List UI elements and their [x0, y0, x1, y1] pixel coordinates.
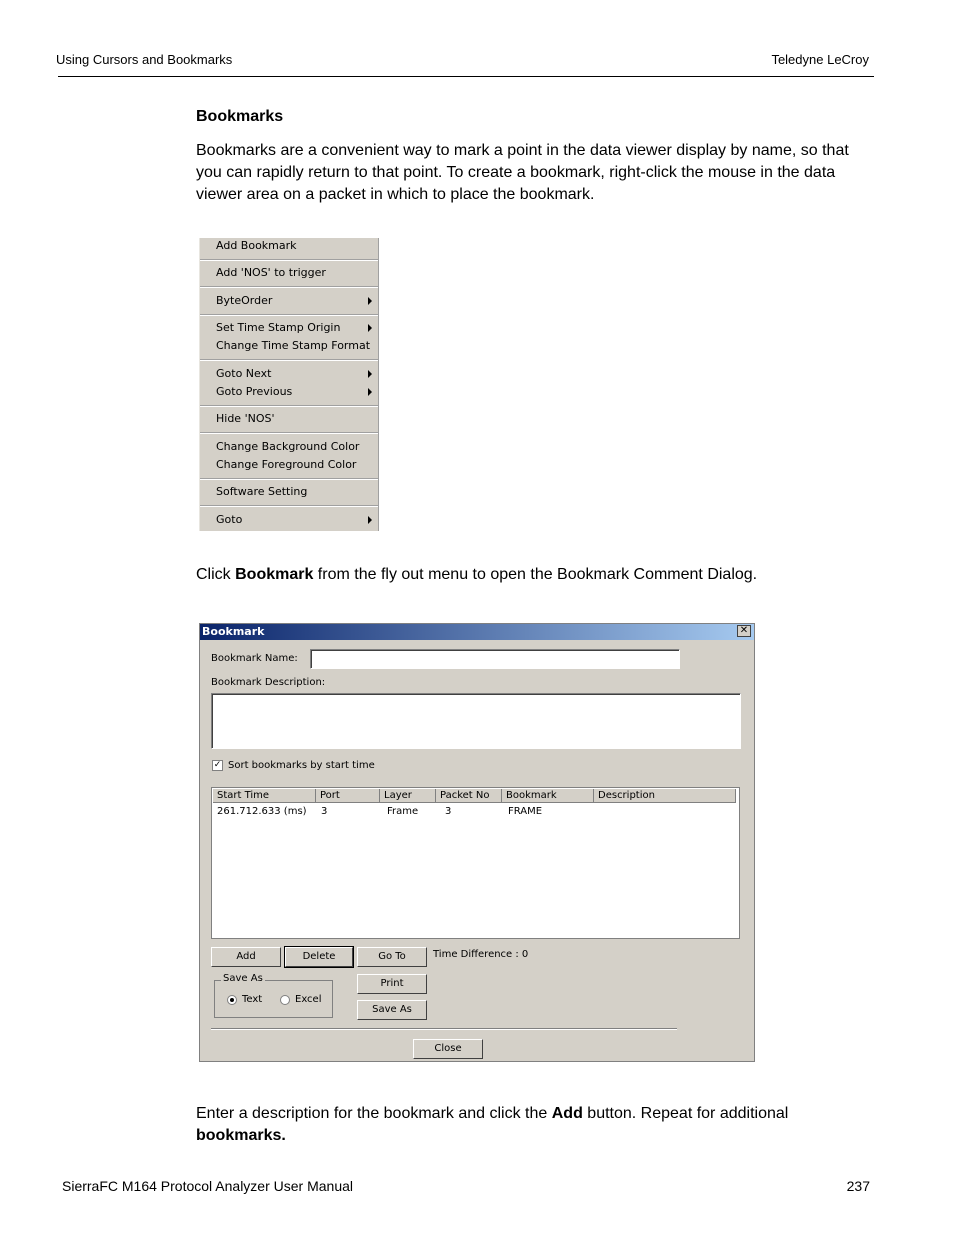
sort-checkbox-label: Sort bookmarks by start time — [228, 760, 375, 771]
add-button[interactable]: Add — [211, 947, 281, 967]
time-difference-label: Time Difference : 0 — [433, 949, 529, 960]
menu-separator — [200, 505, 378, 507]
menu-separator — [200, 359, 378, 361]
menu-separator — [200, 314, 378, 316]
excel-radio-label: Excel — [295, 994, 322, 1005]
footer-title: SierraFC M164 Protocol Analyzer User Manual — [62, 1178, 354, 1194]
menu-item-change-background-color[interactable]: Change Background Color — [216, 440, 360, 453]
menu-item-change-time-stamp-format[interactable]: Change Time Stamp Format — [216, 339, 371, 352]
dialog-title-bar — [200, 624, 754, 640]
running-header-left: Using Cursors and Bookmarks — [56, 52, 233, 67]
go-to-button[interactable]: Go To — [357, 947, 427, 967]
sort-checkbox[interactable]: ✓ — [213, 760, 222, 770]
bookmark-list[interactable] — [211, 787, 740, 939]
menu-separator — [200, 478, 378, 480]
click-instruction: Click Bookmark from the fly out menu to open the Bookmark Comment Dialog. — [196, 566, 758, 583]
table-cell-start-time[interactable]: 261.712.633 (ms) — [217, 806, 307, 817]
column-header-start-time[interactable]: Start Time — [213, 789, 316, 803]
intro-paragraph: Bookmarks are a convenient way to mark a point in the data viewer display by name, so that you can rapidly return to that point. To create a bookmark, right-click the mouse in the data viewer area on a packet in which to place the bookmark. — [196, 142, 849, 203]
text-radio-label: Text — [242, 994, 263, 1005]
header-rule — [58, 76, 874, 77]
close-icon[interactable]: ✕ — [737, 625, 751, 637]
column-header-port[interactable]: Port — [316, 789, 380, 803]
dialog-title: Bookmark — [202, 625, 265, 638]
table-cell-bookmark[interactable]: FRAME — [508, 806, 543, 817]
menu-item-set-time-stamp-origin[interactable]: Set Time Stamp Origin — [216, 320, 372, 336]
menu-item-goto-next[interactable]: Goto Next — [216, 366, 372, 382]
submenu-arrow-icon — [368, 297, 372, 305]
submenu-arrow-icon — [368, 370, 372, 378]
menu-item-hide-nos[interactable]: Hide 'NOS' — [216, 412, 275, 425]
submenu-arrow-icon — [368, 388, 372, 396]
column-header-bookmark[interactable]: Bookmark — [502, 789, 594, 803]
menu-separator — [200, 286, 378, 288]
menu-separator — [200, 405, 378, 407]
submenu-arrow-icon — [368, 324, 372, 332]
menu-item-byteorder[interactable]: ByteOrder — [216, 293, 372, 309]
close-button[interactable]: Close — [413, 1039, 483, 1059]
bottom-instruction: Enter a description for the bookmark and click the Add button. Repeat for additional bookmarks. — [196, 1105, 789, 1144]
page-number: 237 — [846, 1178, 870, 1194]
excel-radio[interactable] — [280, 995, 290, 1005]
section-title: Bookmarks — [196, 108, 284, 125]
bookmark-dialog — [199, 623, 755, 1062]
running-header-right: Teledyne LeCroy — [771, 52, 869, 67]
save-as-group-label: Save As — [223, 973, 263, 984]
menu-item-goto-previous[interactable]: Goto Previous — [216, 384, 372, 400]
bookmark-description-label: Bookmark Description: — [211, 677, 326, 688]
column-header-packet-no[interactable]: Packet No — [436, 789, 502, 803]
text-radio[interactable] — [227, 995, 237, 1005]
table-cell-packet-no[interactable]: 3 — [445, 806, 452, 817]
bookmark-name-label: Bookmark Name: — [211, 653, 298, 664]
menu-item-add-nos-trigger[interactable]: Add 'NOS' to trigger — [216, 266, 326, 279]
menu-item-software-setting[interactable]: Software Setting — [216, 485, 308, 498]
dialog-divider — [211, 1028, 677, 1030]
table-cell-port[interactable]: 3 — [321, 806, 328, 817]
menu-item-add-bookmark[interactable]: Add Bookmark — [216, 239, 297, 252]
print-button[interactable]: Print — [357, 974, 427, 994]
delete-button[interactable]: Delete — [285, 947, 353, 967]
menu-separator — [200, 259, 378, 261]
menu-item-change-foreground-color[interactable]: Change Foreground Color — [216, 458, 357, 471]
bookmark-name-input[interactable] — [310, 649, 680, 669]
save-as-button[interactable]: Save As — [357, 1000, 427, 1020]
context-menu — [199, 238, 379, 531]
column-header-description[interactable]: Description — [594, 789, 736, 803]
bookmark-description-input[interactable] — [211, 693, 741, 749]
menu-item-goto[interactable]: Goto — [216, 512, 372, 528]
table-cell-layer[interactable]: Frame — [387, 806, 419, 817]
column-header-layer[interactable]: Layer — [380, 789, 436, 803]
submenu-arrow-icon — [368, 516, 372, 524]
menu-separator — [200, 432, 378, 434]
